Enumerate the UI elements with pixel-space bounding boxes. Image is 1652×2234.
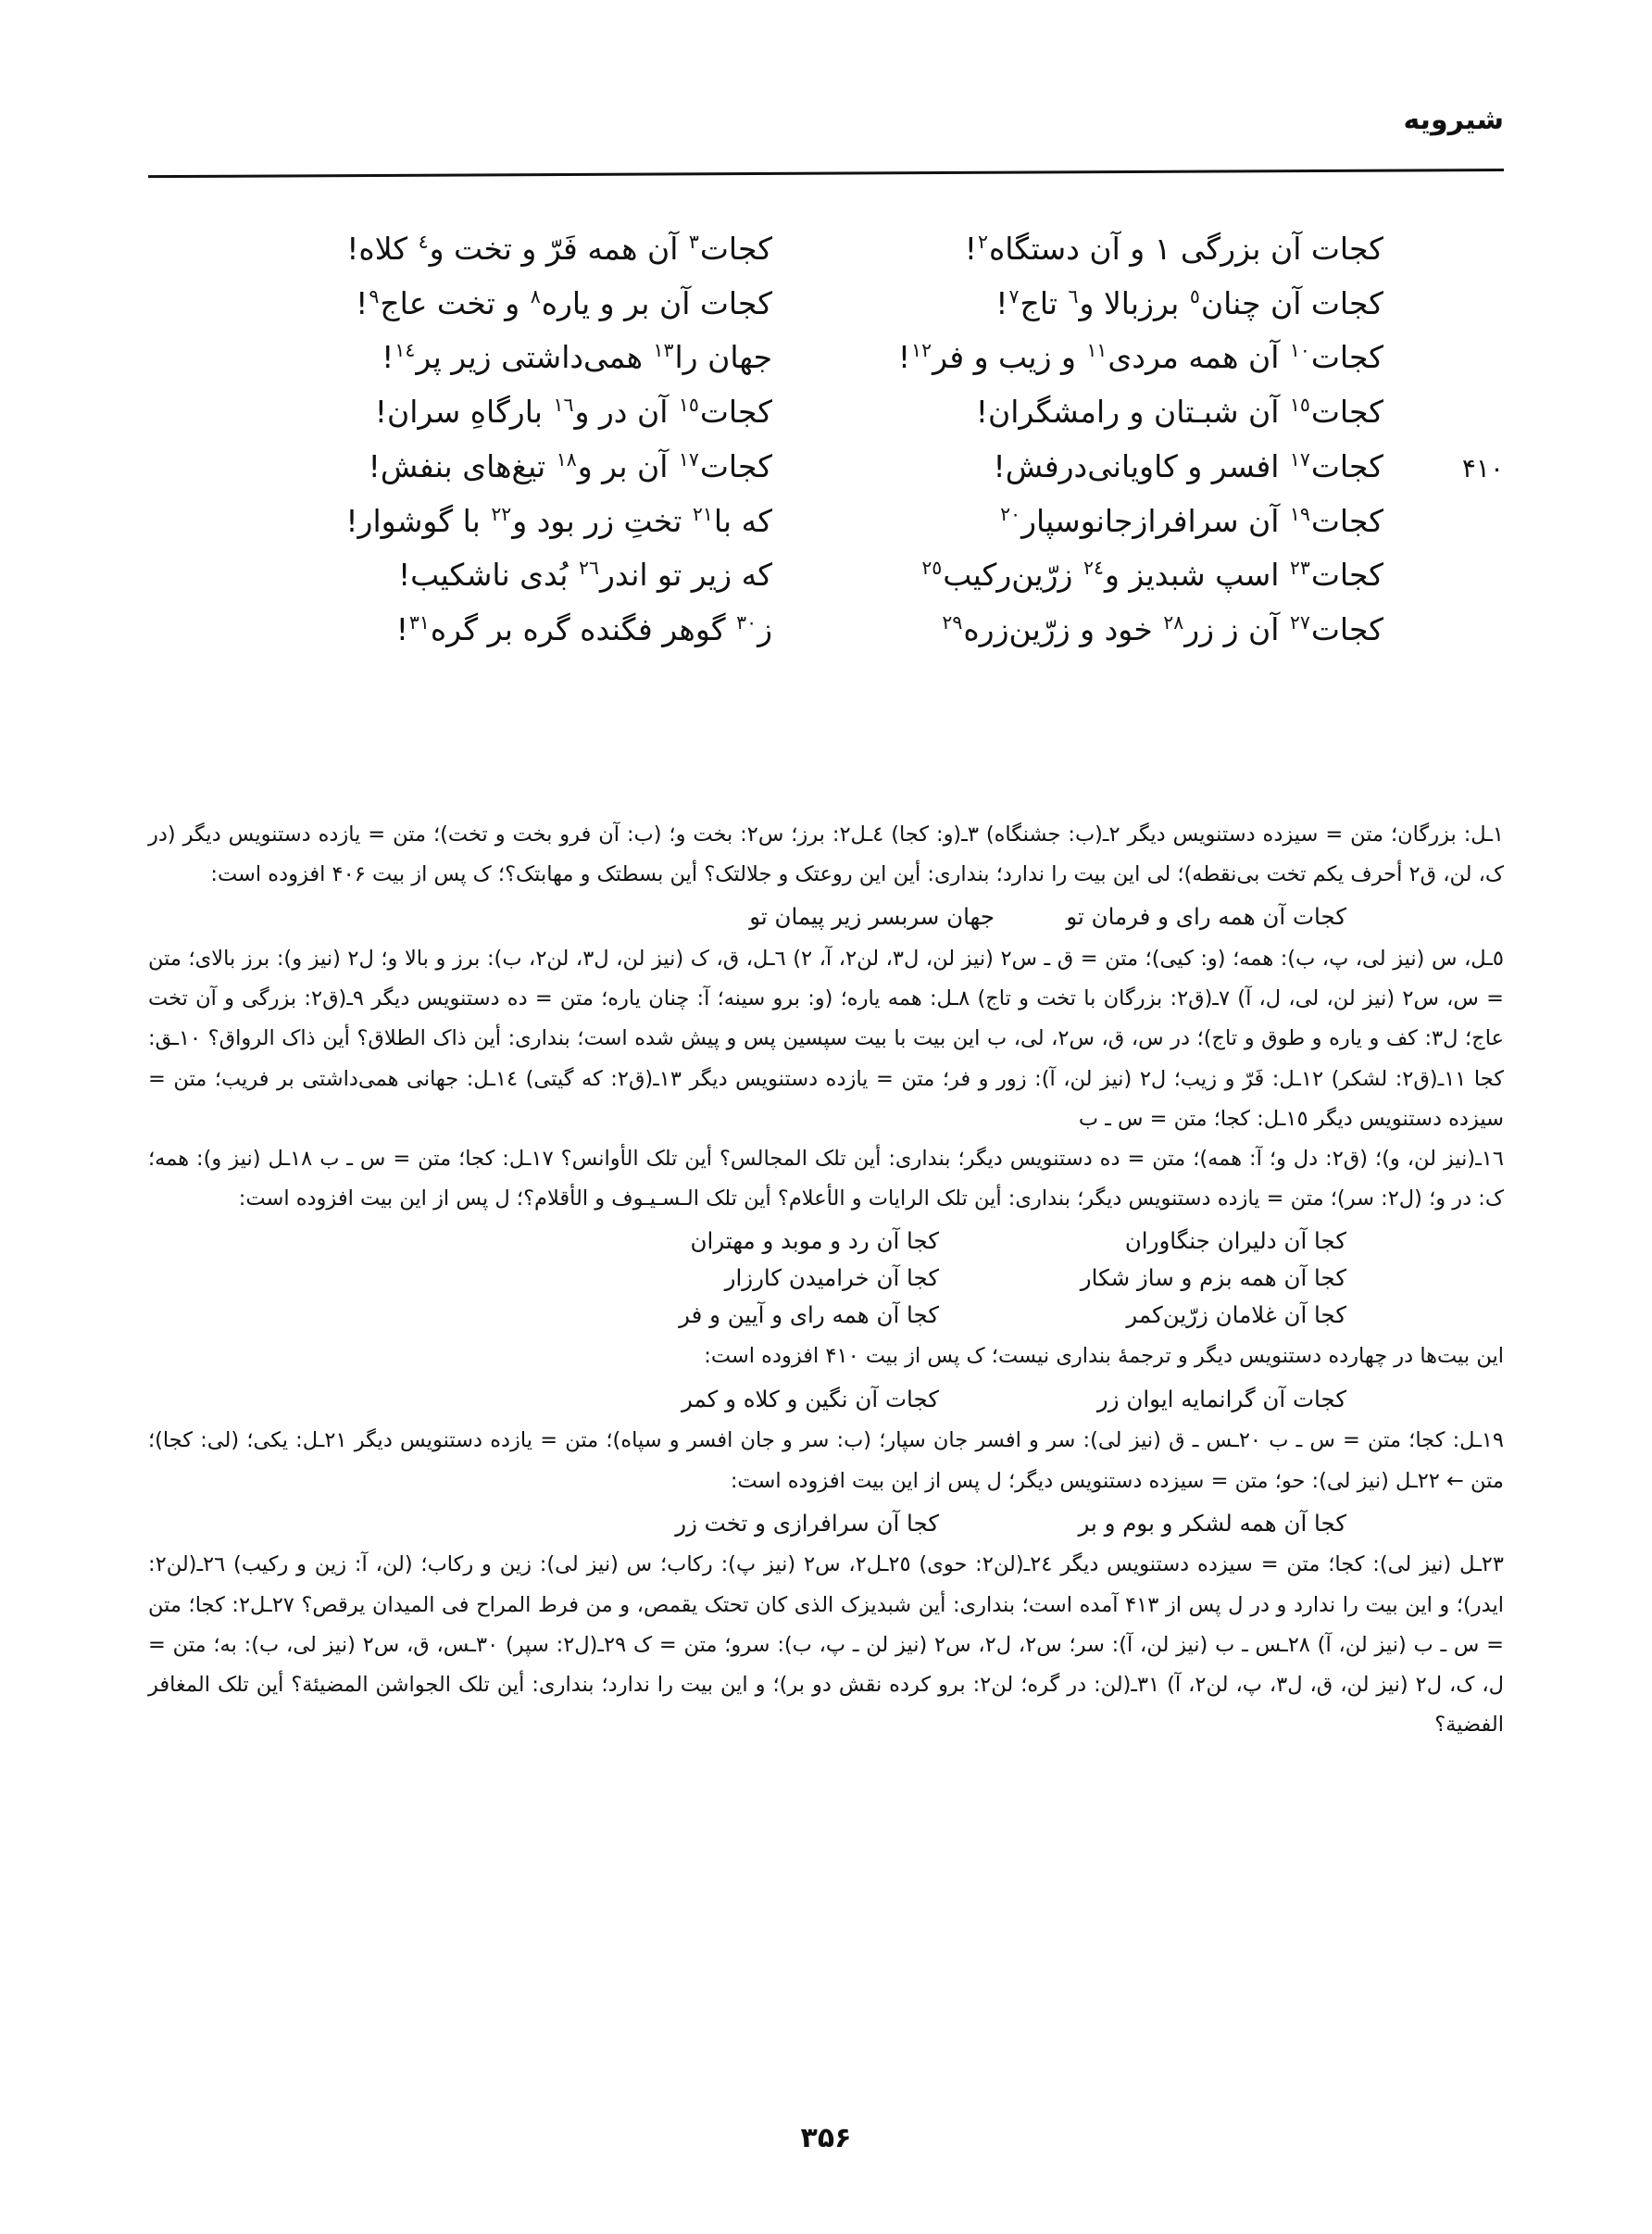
verse-line xyxy=(148,277,1504,332)
quoted-hemistich-right: کجا آن همه بزم و ساز شکار xyxy=(1080,1264,1346,1292)
hemistich-right: کجات$^{١٥}$ آن شبـتان و رامشگران! xyxy=(975,394,1383,431)
quoted-verse-line xyxy=(148,1505,1504,1542)
hemistich-right: کجات$^{١٧}$ افسر و کاویانی‌درفش! xyxy=(993,447,1383,484)
hemistich-left: کجات$^{١٥}$ آن در و$^{١٦}$ بارگاهِ سران! xyxy=(374,394,772,431)
page-number: ۳۵۶ xyxy=(800,2122,852,2154)
quoted-hemistich-left: کجا آن همه رای و آیین و فر xyxy=(679,1300,939,1328)
hemistich-right: کجات$^{١٩}$ آن سرافرازجانو‌سپار$^{٢٠}$ xyxy=(1000,502,1383,539)
quoted-hemistich-left: کجا آن سرافرازی و تخت زر xyxy=(675,1509,939,1537)
quoted-verse-line xyxy=(148,1381,1504,1418)
quoted-hemistich-left: کجات آن نگین و کلاه و کمر xyxy=(681,1385,939,1412)
quoted-verse-line xyxy=(148,1297,1504,1334)
apparatus-paragraph: ١٦ـ(نیز لن، و)؛ (ق٢: دل و؛ آ: همه)؛ متن = ده دستنویس دیگر؛ بنداری: أین تلک المجالس؟ أین تلک الأوانس؟ ١٧ـل: کجا؛ متن = س ـ ب ١٨ـل (نیز و): همه؛ ک: در و؛ (ل٢: سر)؛ متن = یازده دستنویس دیگر؛ بنداری: أین تلک الرایات و الأعلام؟ أین تلک الـسـیـوف و الأقلام؟؛ ل پس از این بیت افزوده است: xyxy=(148,1147,1504,1211)
verse-line xyxy=(148,603,1504,658)
apparatus-paragraph: ٥ـل، س (نیز لی، پ، ب): همه؛ (و: کیی)؛ متن = ق ـ س٢ (نیز لن، ل٣، لن٢، آ، ٢) ٦ـل، ق، ک (نیز لن، ل٣، لن٢، ب): برز و بالا و؛ ل٢ (نیز و): برز بالای؛ متن = س، س٢ (نیز لن، لی، ل، آ) ٧ـ(ق٢: بزرگان با تخت و تاج) ٨ـل: همه یاره؛ (و: برو سینه؛ آ: چنان یاره؛ متن = ده دستنویس دیگر ٩ـ(ق٢: بزرگی و آن تخت عاج؛ ل٣: کف و یاره و طوق و تاج)؛ در س، ق، س٢، لی، ب این بیت با بیت سپسین پس و پیش شده است؛ بنداری: أین ذاک الطلاق؟ أین ذاک الرواق؟ ١٠ـق: کجا ١١ـ(ق٢: لشکر) ١٢ـل: فَرّ و زیب؛ ل٢ (نیز لن، آ): زور و فر؛ متن = یازده دستنویس دیگر ١٣ـ(ق٢: که گیتی) ١٤ـل: جهانی همی‌داشتی بر فریب؛ متن = سیزده دستنویس دیگر ١٥ـل: کجا؛ متن = س ـ ب xyxy=(148,947,1504,1131)
hemistich-left: که زیر تو اندر$^{٢٦}$ بُدی ناشکیب! xyxy=(397,557,772,594)
verse-line xyxy=(148,222,1504,277)
hemistich-left: کجات$^٣$ آن همه فَرّ و تخت و$^٤$ کلاه! xyxy=(346,231,772,267)
header-rule xyxy=(148,169,1504,178)
verse-line xyxy=(148,495,1504,549)
quoted-couplet-group xyxy=(148,898,1504,935)
apparatus-paragraph: ٢٣ـل (نیز لی): کجا؛ متن = سیزده دستنویس دیگر ٢٤ـ(لن٢: حوی) ٢٥ـل٢، س٢ (نیز پ): رکاب؛ س (نیز لی): زین و رکاب؛ (لن، آ: زین و رکیب) ٢٦ـ(لن٢: ایدر)؛ و این بیت را ندارد و در ل پس از ۴۱۳ آمده است؛ بنداری: أین شبدیزک الذی کان تحتک یقمص، و من فرط المراح فی المیدان یرقص؟ ٢٧ـل٢: کجا؛ متن = س ـ ب (نیز لن، آ) ٢٨ـس ـ ب (نیز لن، آ): سر؛ س٢، ل٢، س٢ (نیز لن ـ پ، ب): سرو؛ متن = ک ٢٩ـ(ل٢: سپر) ٣٠ـس، ق، س٢ (نیز لی، ب): به؛ متن = ل، ک، ل٢ (نیز لن، ق، ل٣، پ، لن٢، آ) ٣١ـ(لن: در گره؛ لن٢: برو کرده نقش دو بر)؛ و این بیت را ندارد؛ بنداری: أین تلک الجواشن المضیئة؟ أین تلک المغافر الفضیة؟ xyxy=(148,1552,1504,1738)
verse-number: ۴۱۰ xyxy=(1461,452,1504,483)
quoted-verse-line xyxy=(148,1260,1504,1297)
verse-line xyxy=(148,548,1504,603)
quoted-verse-line xyxy=(148,898,1504,935)
quoted-hemistich-right: کجا آن همه لشکر و بوم و بر xyxy=(1078,1509,1346,1537)
hemistich-left: کجات آن بر و یاره$^٨$ و تخت عاج$^٩$! xyxy=(356,284,772,321)
hemistich-left: کجات$^{١٧}$ آن بر و$^{١٨}$ تیغ‌های بنفش! xyxy=(368,447,772,484)
quoted-hemistich-left: جهان سربسر زیر پیمان تو xyxy=(749,903,995,931)
quoted-hemistich-left: کجا آن خرامیدن کارزار xyxy=(724,1264,939,1292)
quoted-hemistich-left: کجا آن رد و موبد و مهتران xyxy=(690,1227,939,1255)
hemistich-right: کجات$^{١٠}$ آن همه مردی$^{١١}$ و زیب و فر$^{١٢}$! xyxy=(897,339,1383,376)
hemistich-left: جهان را$^{١٣}$ همی‌داشتی زیر پر$^{١٤}$! xyxy=(382,339,772,376)
hemistich-left: ز$^{٣٠}$ گوهر فگنده گره بر گره$^{٣١}$! xyxy=(395,611,772,648)
hemistich-right: کجات آن بزرگی ١ و آن دستگاه$^٢$! xyxy=(964,231,1383,267)
quoted-hemistich-right: کجات آن همه رای و فرمان تو xyxy=(1066,903,1346,931)
critical-apparatus xyxy=(148,815,1504,1745)
hemistich-right: کجات$^{٢٧}$ آن ز زر$^{٢٨}$ خود و زرّین‌زره$^{٢٩}$ xyxy=(942,611,1383,648)
hemistich-right: کجات آن چنان$^٥$ برزبالا و$^٦$ تاج$^٧$! xyxy=(995,284,1383,321)
verse-line xyxy=(148,440,1504,495)
quoted-hemistich-right: کجات آن گرانمایه ایوان زر xyxy=(1096,1385,1346,1412)
apparatus-paragraph: ١ـل: بزرگان؛ متن = سیزده دستنویس دیگر ٢ـ(ب: جشنگاه) ٣ـ(و: کجا) ٤ـل٢: برز؛ س٢: بخت و؛ (ب: آن فرو بخت و تخت)؛ متن = یازده دستنویس دیگر (در ک، لن، ق٢ أحرف یکم تخت بی‌نقطه)؛ لی این بیت را ندارد؛ بنداری: أین این روعتک و جلالتک؟ أین بسطتک و مهابتک؟؛ ک پس از بیت ۴۰۶ افزوده است: xyxy=(148,822,1504,887)
apparatus-paragraph: این بیت‌ها در چهارده دستنویس دیگر و ترجمهٔ بنداری نیست؛ ک پس از بیت ۴۱۰ افزوده است: xyxy=(704,1344,1504,1369)
running-head: شیرویه xyxy=(1403,104,1504,136)
hemistich-left: که با$^{٢١}$ تختِ زر بود و$^{٢٢}$ با گوشوار! xyxy=(345,502,772,539)
verse-line xyxy=(148,385,1504,440)
quoted-verse-line xyxy=(148,1223,1504,1260)
main-verse-block xyxy=(148,222,1504,658)
quoted-couplet-group xyxy=(148,1223,1504,1333)
quoted-hemistich-right: کجا آن دلیران جنگاوران xyxy=(1124,1227,1346,1255)
quoted-couplet-group xyxy=(148,1505,1504,1542)
quoted-couplet-group xyxy=(148,1381,1504,1418)
quoted-hemistich-right: کجا آن غلامان زرّین‌کمر xyxy=(1126,1300,1346,1328)
verse-line xyxy=(148,331,1504,385)
hemistich-right: کجات$^{٢٣}$ اسپ شبدیز و$^{٢٤}$ زرّین‌رکیب$^{٢٥}$ xyxy=(921,557,1383,594)
apparatus-paragraph: ١٩ـل: کجا؛ متن = س ـ ب ٢٠ـس ـ ق (نیز لی): سر و افسر جان سپار؛ (ب: سر و جان افسر و سپاه)؛ متن = یازده دستنویس دیگر ٢١ـل: یکی؛ (لی: کجا)؛ متن ← ٢٢ـل (نیز لی): حو؛ متن = سیزده دستنویس دیگر؛ ل پس از این بیت افزوده است: xyxy=(148,1428,1504,1493)
